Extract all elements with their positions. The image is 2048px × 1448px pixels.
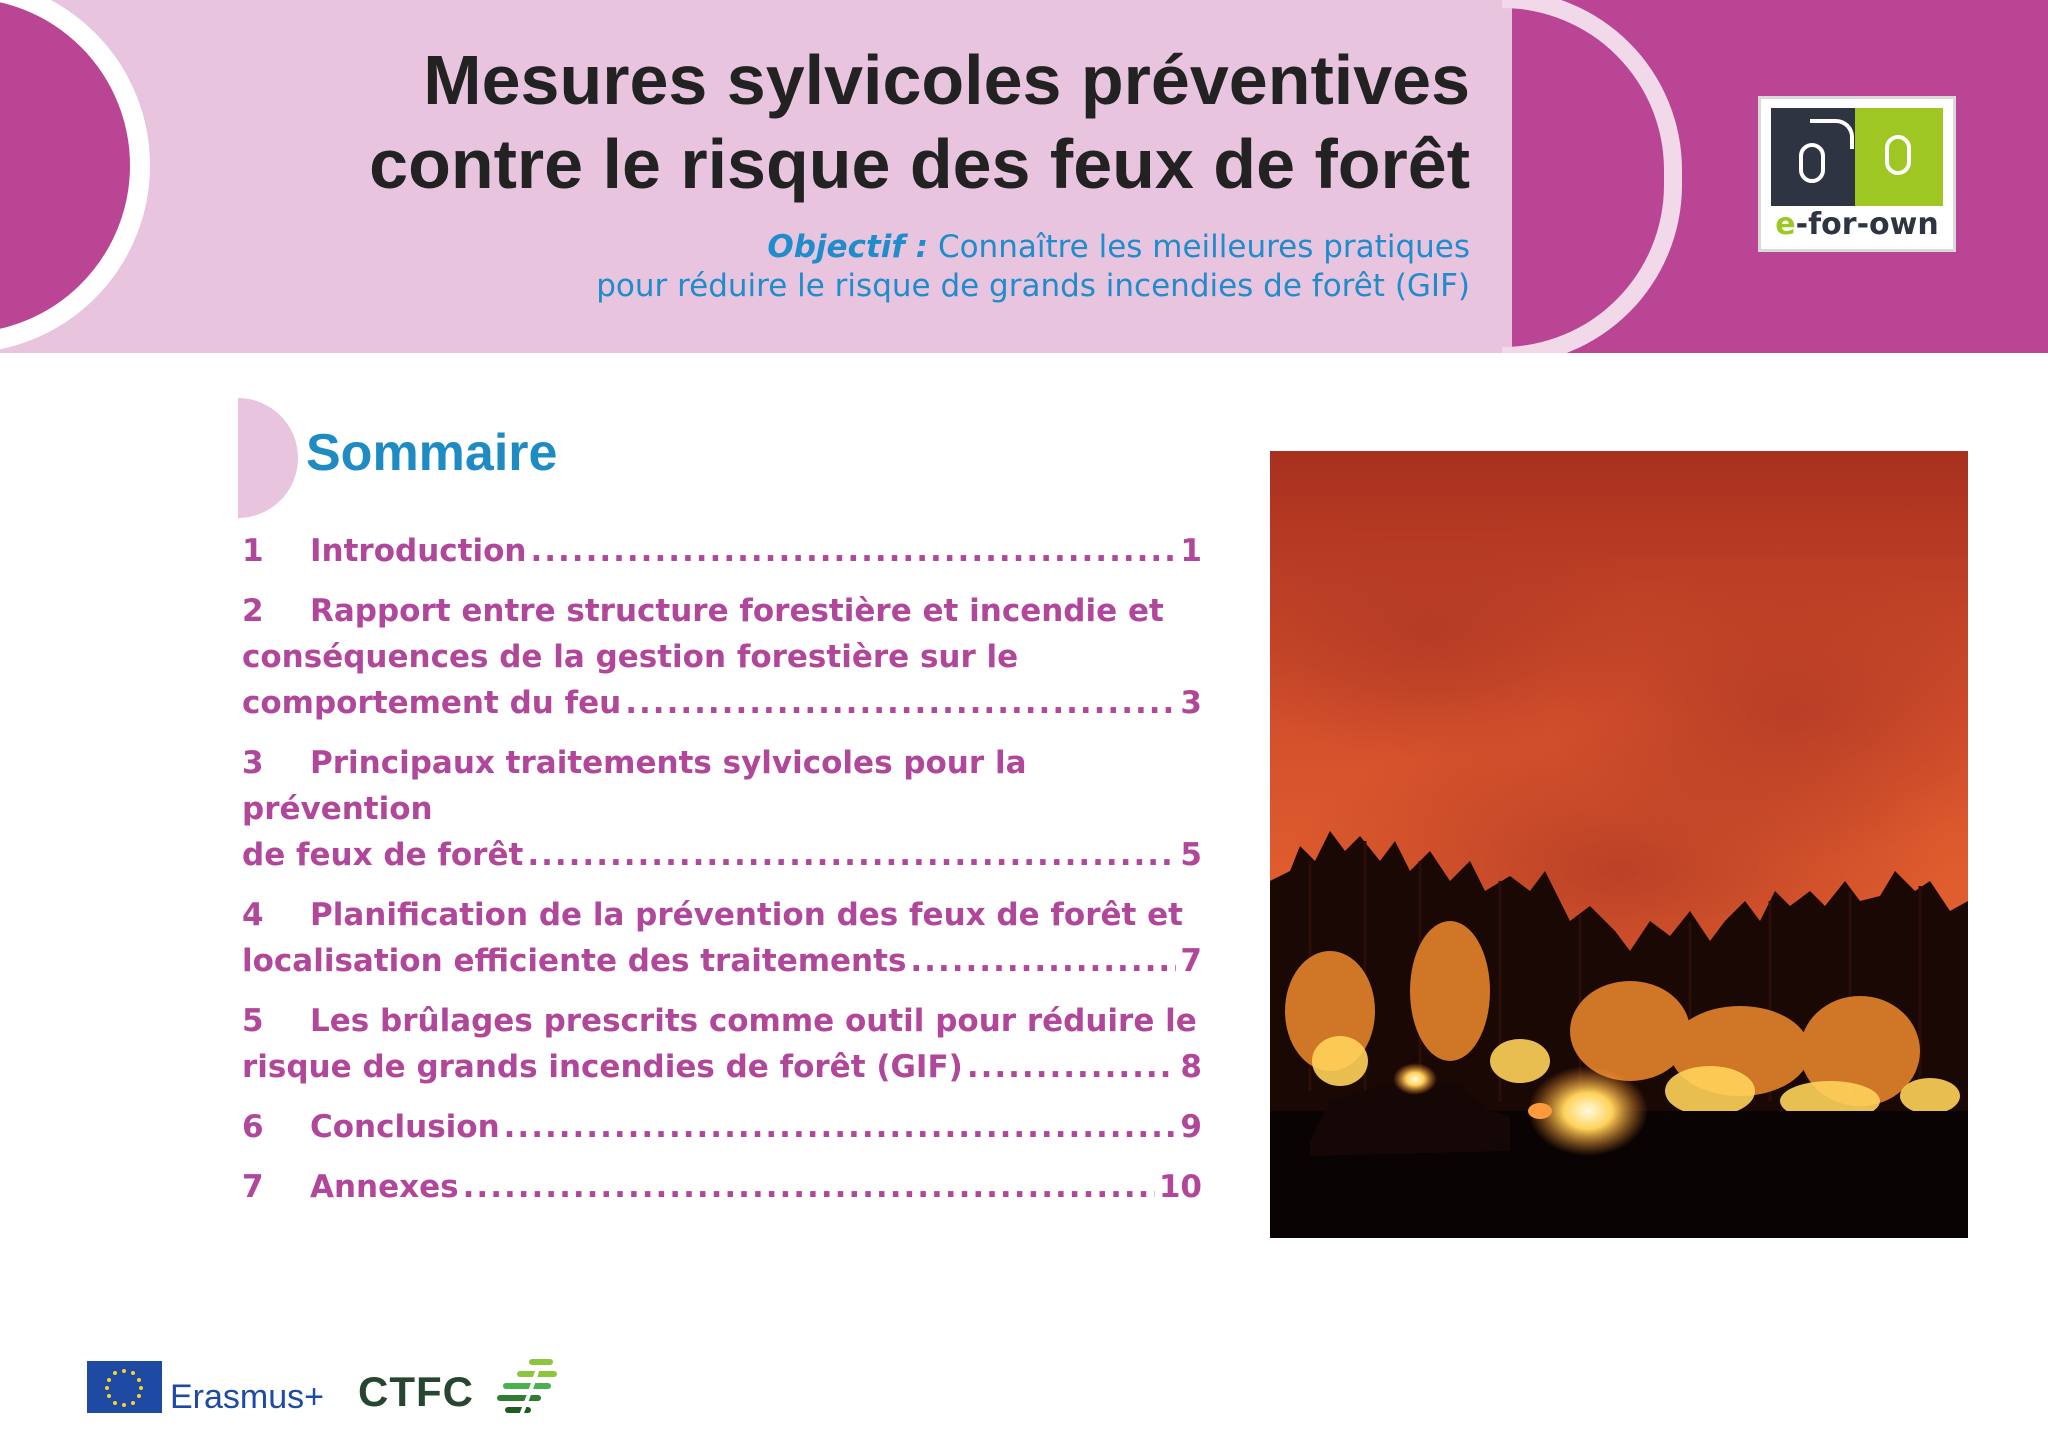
toc-label: Principaux traitements sylvicoles pour la prévention <box>242 745 1027 827</box>
ctfc-leaf-icon <box>492 1358 564 1420</box>
forest-fire-photo <box>1270 451 1968 1238</box>
toc-leader <box>527 832 1176 878</box>
toc-item-4[interactable] <box>242 892 1202 984</box>
mouse-icon <box>1885 135 1911 175</box>
objective-line1: Connaître les meilleures pratiques <box>937 229 1470 265</box>
toc-label-last: localisation efficiente des traitements <box>242 943 907 979</box>
toc-page: 10 <box>1158 1169 1202 1205</box>
toc-leader <box>463 1164 1155 1210</box>
toc-leader <box>910 938 1176 984</box>
toc-num: 5 <box>242 1003 264 1039</box>
logo-wordmark-e: e <box>1775 207 1796 242</box>
toc-label-last: comportement du feu <box>242 685 622 721</box>
toc-label: Annexes <box>310 1169 459 1205</box>
toc-label: Introduction <box>310 533 527 569</box>
objective-label: Objectif : <box>767 229 929 265</box>
toc-item-3[interactable] <box>242 740 1202 878</box>
toc-page: 7 <box>1180 943 1202 979</box>
toc-label: Rapport entre structure forestière et incendie et <box>310 593 1164 629</box>
toc-label-cont: conséquences de la gestion forestière sur le <box>242 639 1019 675</box>
toc-item-7[interactable] <box>242 1164 1202 1210</box>
toc-leader <box>504 1104 1177 1150</box>
toc-label: Planification de la prévention des feux de forêt et <box>310 897 1183 933</box>
toc-page: 3 <box>1180 685 1202 721</box>
ctfc-logo-text: CTFC <box>358 1368 474 1415</box>
toc-num: 2 <box>242 593 264 629</box>
eu-flag-logo <box>87 1361 162 1413</box>
toc-page: 8 <box>1180 1049 1202 1085</box>
sommaire-title: Sommaire <box>306 424 558 482</box>
e-for-own-logo <box>1758 96 1956 252</box>
sommaire-decoration <box>238 398 298 518</box>
page-title-line1: Mesures sylvicoles préventives <box>423 41 1470 119</box>
toc-label-last: risque de grands incendies de forêt (GIF) <box>242 1049 963 1085</box>
toc-page: 1 <box>1180 533 1202 569</box>
erasmus-plus-logo-text: Erasmus+ <box>170 1378 324 1416</box>
toc-page: 5 <box>1180 837 1202 873</box>
objective-line2: pour réduire le risque de grands incendies de forêt (GIF) <box>596 268 1470 304</box>
toc-leader <box>967 1044 1177 1090</box>
toc-label: Les brûlages prescrits comme outil pour réduire le <box>310 1003 1197 1039</box>
objective-text <box>270 228 1470 306</box>
toc-item-2[interactable] <box>242 588 1202 726</box>
mouse-icon <box>1799 143 1825 183</box>
toc-page: 9 <box>1180 1109 1202 1145</box>
logo-wordmark-rest: -for-own <box>1795 207 1939 242</box>
toc-num: 1 <box>242 533 264 569</box>
page-title-line2: contre le risque des feux de forêt <box>369 125 1470 203</box>
toc-leader <box>625 680 1176 726</box>
toc-item-1[interactable] <box>242 528 1202 574</box>
forest-fire-illustration <box>1270 451 1968 1238</box>
toc-num: 6 <box>242 1109 264 1145</box>
toc-item-5[interactable] <box>242 998 1202 1090</box>
page-title <box>70 38 1470 206</box>
table-of-contents <box>242 528 1202 1224</box>
logo-wordmark <box>1761 207 1953 242</box>
toc-leader <box>530 528 1176 574</box>
toc-label-last: de feux de forêt <box>242 837 524 873</box>
toc-num: 3 <box>242 745 264 781</box>
toc-num: 7 <box>242 1169 264 1205</box>
toc-label: Conclusion <box>310 1109 500 1145</box>
toc-item-6[interactable] <box>242 1104 1202 1150</box>
toc-num: 4 <box>242 897 264 933</box>
